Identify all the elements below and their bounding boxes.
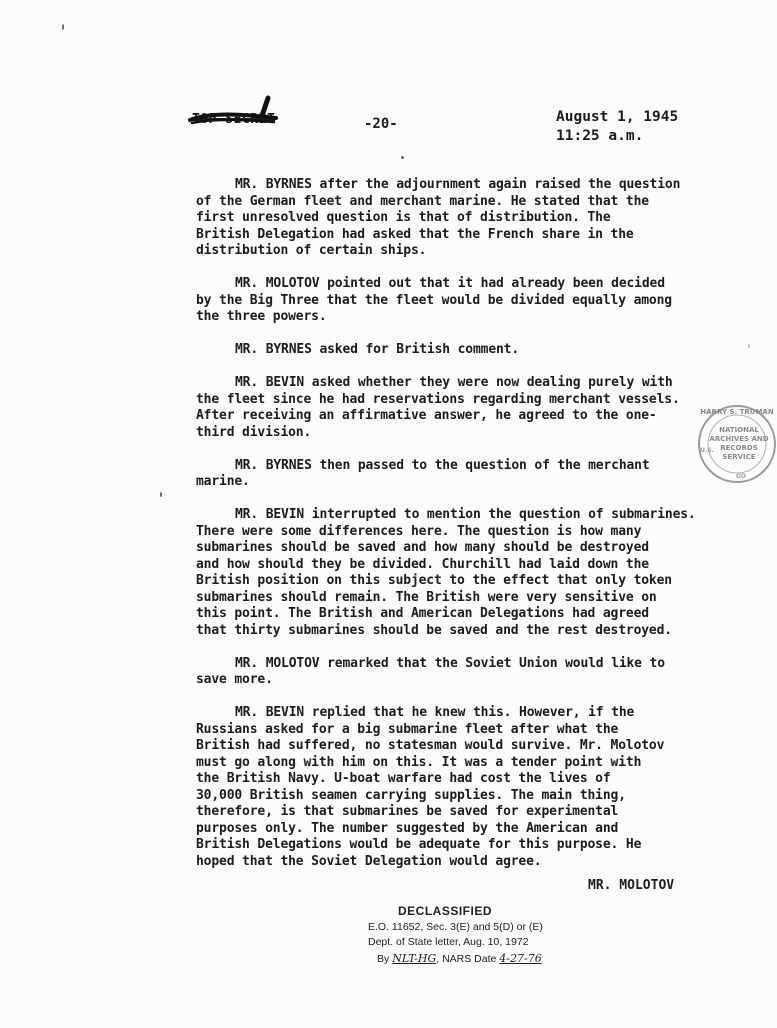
review-date: 4-27-76: [499, 951, 542, 965]
seal-text-truman: HARRY S. TRUMAN: [700, 408, 774, 416]
seal-text-service: SERVICE: [722, 453, 756, 461]
seal-text-go: GO: [735, 473, 747, 480]
page-number: -20-: [364, 116, 398, 132]
paragraph-8: [196, 705, 736, 870]
classification-marking: TOP SECRET: [192, 112, 276, 127]
paragraph-rest: of the German fleet and merchant marine. He stated that the first unresolved question is that of distribution. The British Delegation had asked that the French share in the distribution of certain ships.: [196, 193, 649, 258]
paragraph-6: [196, 507, 736, 639]
declassification-block: [368, 904, 543, 967]
paragraph-5: [196, 458, 736, 491]
paragraph-lead: MR. BYRNES then passed to the question of the merchant: [235, 457, 650, 473]
minutes-body: [196, 177, 736, 887]
paragraph-lead: MR. BEVIN replied that he knew this. However, if the: [235, 705, 635, 720]
paragraph-rest: by the Big Three that the fleet would be divided equally among the three powers.: [196, 292, 672, 324]
paragraph-lead: MR. BYRNES after the adjournment again raised the question: [235, 177, 681, 192]
declass-byline: By NLT-HG, NARS Date 4-27-76: [377, 951, 542, 965]
paragraph-rest: the fleet since he had reservations regarding merchant vessels. After receiving an affirmative answer, he agreed to the one- third division.: [196, 391, 680, 440]
paragraph-lead: MR. BYRNES asked for British comment.: [235, 342, 520, 357]
document-time: 11:25 a.m.: [556, 128, 644, 144]
paragraph-7: [196, 656, 736, 689]
paragraph-lead: MR. BEVIN interrupted to mention the question of submarines.: [235, 507, 696, 522]
by-label: By: [377, 952, 390, 965]
date-block: [556, 108, 678, 146]
paragraph-rest: save more.: [196, 672, 273, 687]
paragraph-3: [196, 342, 736, 359]
paragraph-lead: MR. MOLOTOV pointed out that it had already been decided: [235, 276, 665, 291]
scan-speck: [160, 492, 162, 497]
paragraph-rest: Russians asked for a big submarine fleet after what the British had suffered, no statesman would survive. Mr. Molotov must go along with him on this. It was a tender point with the British Navy. U-boat warfare had cost the lives of 30,000 British seamen carrying supplies. The main thing, therefore, is that submarines be saved for experimental purposes only. The number suggested by the American and British Delegations would be adequate for this purpose. He hoped that the Soviet Delegation would agree.: [196, 721, 665, 869]
nars-date-label: NARS Date: [442, 952, 497, 965]
paragraph-lead: MR. MOLOTOV remarked that the Soviet Union would like to: [235, 655, 665, 671]
seal-text-archives: ARCHIVES AND: [709, 435, 769, 443]
declass-authority: E.O. 11652, Sec. 3(E) and 5(D) or (E): [368, 920, 543, 933]
continuation-speaker: MR. MOLOTOV: [588, 878, 675, 893]
paragraph-2: [196, 276, 736, 326]
redaction-scribble-icon: [186, 94, 281, 130]
paragraph-rest: There were some differences here. The question is how many submarines should be saved and how many should be destroyed and how should they be divided. Churchill had laid down the British position on this subject to the effect that only token submarines should remain. The British were very sensitive on this point. The British and American Delegations had agreed that thirty submarines should be saved and the rest destroyed.: [196, 523, 672, 638]
paragraph-rest: marine.: [196, 474, 250, 489]
scan-speck: [62, 24, 64, 30]
reviewer-initials: NLT-HG: [392, 951, 437, 965]
seal-text-us: U.S.: [700, 447, 714, 454]
archives-seal-icon: [693, 400, 777, 486]
paragraph-1: [196, 177, 736, 260]
seal-text-records: RECORDS: [720, 444, 758, 452]
scan-speck: [748, 344, 750, 348]
document-date: August 1, 1945: [556, 109, 679, 125]
paragraph-lead: MR. BEVIN asked whether they were now dealing purely with: [235, 375, 673, 390]
declassified-title: DECLASSIFIED: [398, 904, 493, 918]
seal-text-national: NATIONAL: [719, 426, 759, 434]
paragraph-4: [196, 375, 736, 441]
scan-speck: [401, 156, 404, 159]
declass-letter: Dept. of State letter, Aug. 10, 1972: [368, 936, 529, 948]
